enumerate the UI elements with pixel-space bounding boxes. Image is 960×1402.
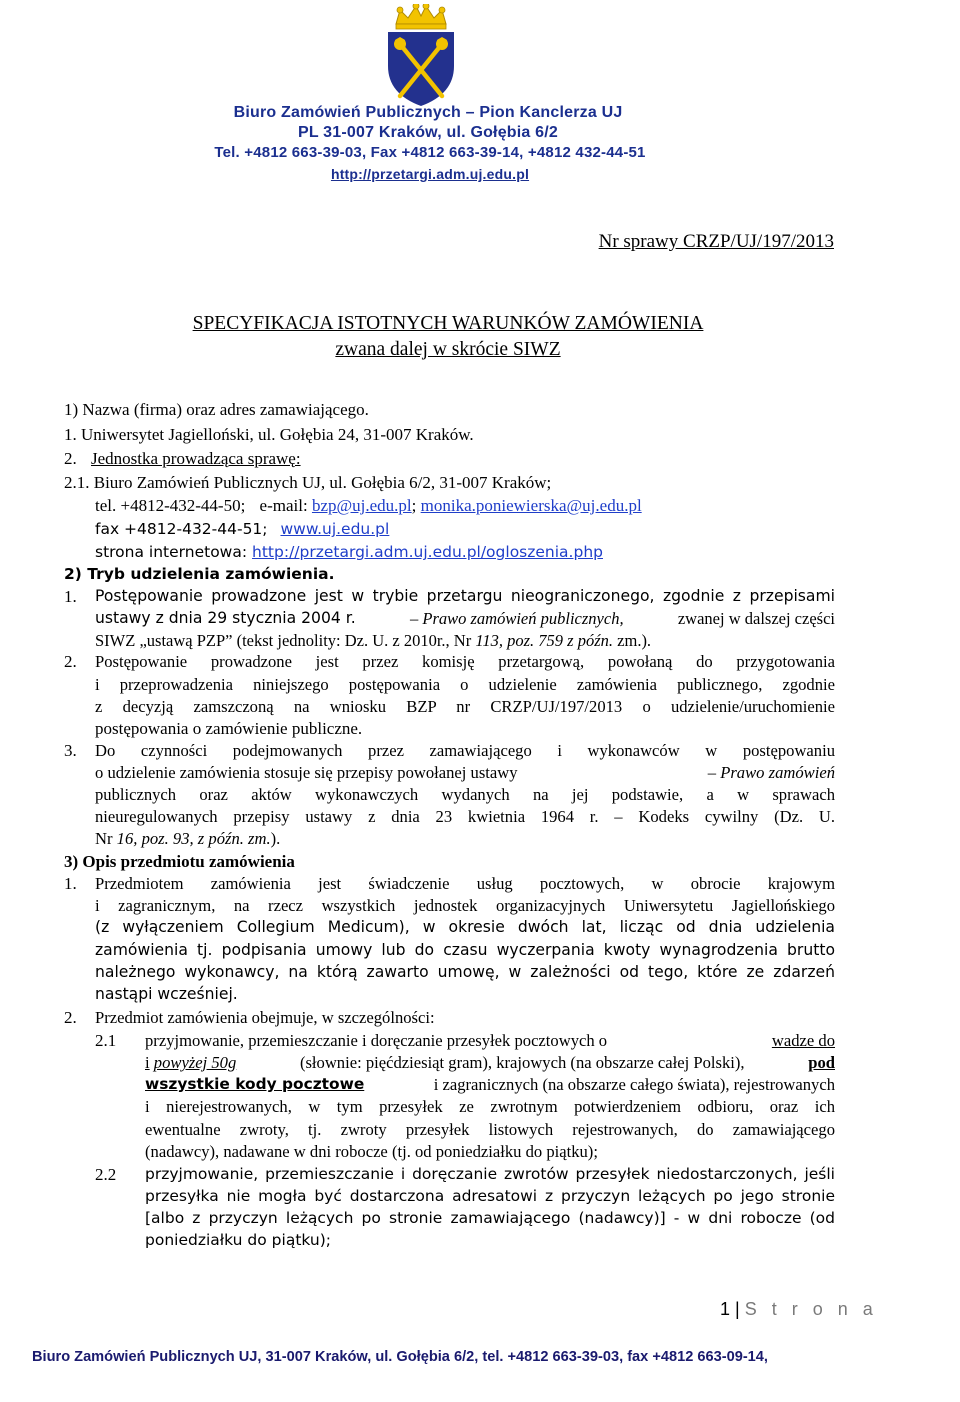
section-3-p22-line-1: przyjmowanie, przemieszczanie i doręczanie zwrotów przesyłek niedostarczonych, jeśli: [145, 1165, 835, 1183]
page-number-word: S t r o n a: [744, 1299, 878, 1319]
section-3-p21-line-2-a: i: [145, 1053, 150, 1072]
law-citation: SIWZ „ustawą PZP” (tekst jednolity: Dz. U. z 2010r., Nr: [95, 631, 472, 650]
all-postal-codes: wszystkie kody pocztowe: [145, 1075, 365, 1093]
section-1-item-1: 1. Uniwersytet Jagielloński, ul. Gołębia 24, 31-007 Kraków.: [64, 425, 474, 444]
page-number-value: 1: [720, 1299, 731, 1319]
section-3-p21-line-3: [145, 1075, 835, 1095]
section-3-p1-line-4: zamówienia tj. podpisania umowy lub do czasu wyczerpania kwoty wynagrodzenia brutto: [95, 941, 835, 959]
header-office-name: Biuro Zamówień Publicznych – Pion Kanclerza UJ: [233, 104, 623, 121]
website-label: strona internetowa:: [95, 543, 248, 561]
section-3-p2-text: Przedmiot zamówienia obejmuje, w szczególności:: [95, 1008, 435, 1027]
section-2-p1-line-2: [95, 609, 835, 629]
section-2-p3-line-2: [95, 763, 835, 783]
fax-line: [95, 520, 389, 538]
website-link[interactable]: http://przetargi.adm.uj.edu.pl/ogloszenia.php: [252, 543, 603, 561]
law-citation-italic: 113, poz. 759 z późn.: [475, 631, 614, 650]
header-phones: Tel. +4812 663-39-03, Fax +4812 663-39-14, +4812 432-44-51: [214, 144, 646, 161]
law-citation-end: zm.).: [617, 631, 652, 650]
section-1-item-2-number: 2.: [64, 449, 81, 468]
section-2-p1-line-1: Postępowanie prowadzone jest w trybie przetargu nieograniczonego, zgodnie z przepisami: [95, 587, 835, 605]
law-alias-intro: zwanej w dalszej części: [677, 609, 835, 628]
section-2-p3-line-3: publicznych oraz aktów wykonawczych wydanych na jej podstawie, a w sprawach: [95, 785, 835, 804]
contact-tel: tel. +4812-432-44-50;: [95, 496, 246, 515]
page-number: [720, 1299, 878, 1320]
section-2-p2-line-3: z decyzją zamszczoną na wniosku BZP nr CRZP/UJ/197/2013 o udzielenie/uruchomienie: [95, 697, 835, 716]
law-name: – Prawo zamówień publicznych,: [410, 609, 624, 628]
section-2-p3-line-5-c: ).: [270, 829, 281, 848]
section-2-p3-line-2-b: – Prawo zamówień: [707, 763, 835, 782]
case-number: Nr sprawy CRZP/UJ/197/2013: [598, 231, 834, 252]
section-2-heading: 2) Tryb udzielenia zamówienia.: [64, 565, 335, 583]
section-3-p2-number: 2.: [64, 1008, 77, 1027]
section-2-p3-line-1: Do czynności podejmowanych przez zamawiającego i wykonawców w postępowaniu: [95, 741, 835, 760]
section-2-p3-line-5: [95, 829, 280, 849]
contact-fax: fax +4812-432-44-51;: [95, 520, 268, 538]
section-3-p21-line-1-b: wadze do: [771, 1031, 835, 1050]
section-3-p21-line-3-b: i zagranicznych (na obszarze całego świata), rejestrowanych: [433, 1075, 835, 1094]
section-3-p22-line-4: poniedziałku do piątku);: [145, 1231, 331, 1249]
document-subtitle: zwana dalej w skrócie SIWZ: [335, 339, 561, 360]
section-3-p21-line-4: i nierejestrowanych, w tym przesyłek ze zwrotnym potwierdzeniem odbioru, oraz ich: [145, 1097, 835, 1116]
section-2-p1-number: 1.: [64, 587, 77, 606]
section-2-p3-line-4: nieuregulowanych przepisy ustawy z dnia 23 kwietnia 1964 r. – Kodeks cywilny (Dz. U.: [95, 807, 835, 826]
section-3-p21-line-2-d: pod: [808, 1053, 835, 1072]
section-3-p22-number: 2.2: [95, 1165, 117, 1184]
law-date: ustawy z dnia 29 stycznia 2004 r.: [95, 609, 356, 627]
section-2-p2-line-4: postępowania o zamówienie publiczne.: [95, 719, 363, 738]
section-2-p3-line-5-a: Nr: [95, 829, 113, 848]
header-address: PL 31-007 Kraków, ul. Gołębia 6/2: [297, 124, 559, 141]
section-2-p1-line-3: [95, 631, 651, 651]
section-3-p1-number: 1.: [64, 874, 77, 893]
www-link[interactable]: www.uj.edu.pl: [280, 520, 390, 538]
page-number-separator: |: [735, 1299, 740, 1319]
section-2-p3-line-2-a: o udzielenie zamówienia stosuje się przepisy powołanej ustawy: [95, 763, 518, 782]
section-3-p21-line-1: [145, 1031, 835, 1051]
section-3-p1-line-6: nastąpi wcześniej.: [95, 985, 238, 1003]
section-3-p21-line-6: (nadawcy), nadawane w dni robocze (tj. od poniedziałku do piątku);: [145, 1142, 598, 1161]
website-line: [95, 543, 603, 561]
section-3-p21-line-2-c: (słownie: pięćdziesiąt gram), krajowych (na obszarze całej Polski),: [299, 1053, 745, 1072]
section-3-p22-line-3: [albo z przyczyn leżących po stronie zamawiającego (nadawcy)] - w dni robocze (od: [145, 1209, 835, 1227]
section-2-p3-number: 3.: [64, 741, 77, 760]
contact-email-label: e-mail:: [259, 496, 308, 515]
document-title: SPECYFIKACJA ISTOTNYCH WARUNKÓW ZAMÓWIENIA: [192, 313, 704, 334]
section-2-p3-line-5-b: 16, poz. 93, z późn. zm.: [116, 829, 271, 848]
email-separator: ;: [411, 496, 417, 515]
section-3-p1-line-2: i zagranicznym, na rzecz wszystkich jednostek organizacyjnych Uniwersytetu Jagiellońskiego: [95, 896, 835, 915]
section-1-heading: 1) Nazwa (firma) oraz adres zamawiającego.: [64, 400, 369, 419]
section-3-p1-line-1: Przedmiotem zamówienia jest świadczenie usług pocztowych, w obrocie krajowym: [95, 874, 835, 893]
section-3-p21-line-2: [145, 1053, 835, 1073]
section-3-p21-line-5: ewentualne zwroty, tj. zwroty przesyłek listowych rejestrowanych, do zamawiającego: [145, 1120, 835, 1139]
weight-threshold: powyżej 50g: [153, 1053, 237, 1072]
header-website-link[interactable]: http://przetargi.adm.uj.edu.pl: [330, 166, 530, 182]
email-link-poniewierska[interactable]: monika.poniewierska@uj.edu.pl: [420, 496, 642, 515]
contact-line: [95, 496, 642, 516]
section-2-p2-number: 2.: [64, 652, 77, 671]
section-3-p21-line-1-a: przyjmowanie, przemieszczanie i doręczanie przesyłek pocztowych o: [145, 1031, 608, 1050]
section-3-p22-line-2: przesyłka nie mogła być dostarczona adresatowi z przyczyn leżących po jego stronie: [145, 1187, 835, 1205]
section-1-item-2-1: 2.1. Biuro Zamówień Publicznych UJ, ul. Gołębia 6/2, 31-007 Kraków;: [64, 473, 552, 492]
section-1-item-2-text: Jednostka prowadząca sprawę:: [91, 449, 301, 468]
section-1-item-2: [64, 449, 301, 469]
section-3-p1-line-3: (z wyłączeniem Collegium Medicum), w okresie dwóch lat, licząc od dnia udzielenia: [95, 918, 835, 936]
section-3-p21-number: 2.1: [95, 1031, 117, 1050]
section-3-heading: 3) Opis przedmiotu zamówienia: [64, 852, 295, 871]
section-2-p2-line-2: i przeprowadzenia niniejszego postępowania o udzielenie zamówienia publicznego, zgodnie: [95, 675, 835, 694]
section-2-p2-line-1: Postępowanie prowadzone jest przez komisję przetargową, powołaną do przygotowania: [95, 652, 835, 671]
footer-address: Biuro Zamówień Publicznych UJ, 31-007 Kraków, ul. Gołębia 6/2, tel. +4812 663-39-03, fax +4812 663-09-14,: [32, 1349, 768, 1365]
section-3-p1-line-5: należnego wykonawcy, na którą zawarto umowę, w zależności od tego, które ze zdarzeń: [95, 963, 835, 981]
jagiellonian-crown-sceptres-logo: [376, 4, 466, 108]
email-link-bzp[interactable]: bzp@uj.edu.pl: [311, 496, 412, 515]
